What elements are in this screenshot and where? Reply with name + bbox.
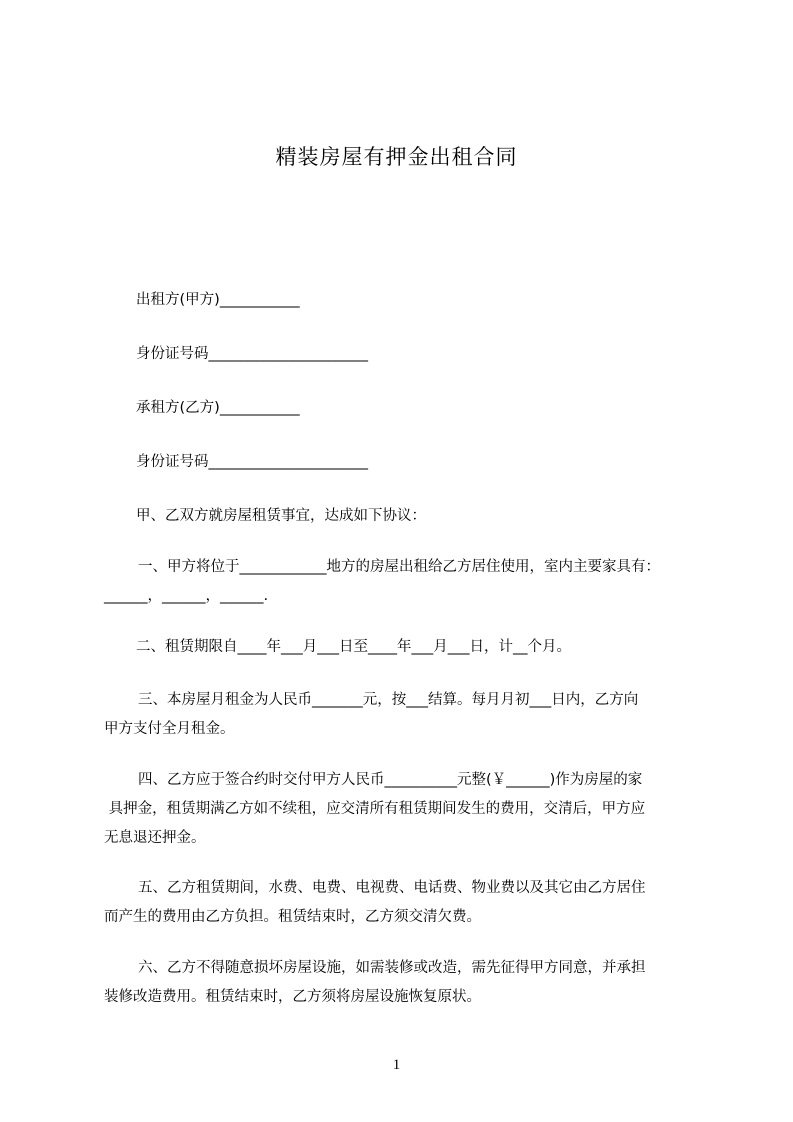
clause-1-line-1: 一、甲方将位于____________地方的房屋出租给乙方居住使用，室内主要家具有： (138, 559, 660, 575)
clause-1-line-2: ______，______，______. (104, 588, 269, 604)
clause-3 (104, 686, 704, 744)
clause-4 (104, 766, 704, 853)
clause-6-line-1: 六、乙方不得随意损坏房屋设施，如需装修或改造，需先征得甲方同意，并承担 (138, 960, 646, 976)
lessee-id-field: 身份证号码______________________ (136, 454, 368, 470)
agreement-intro: 甲、乙双方就房屋租赁事宜，达成如下协议： (136, 508, 426, 524)
clause-4-line-2: 具押金，租赁期满乙方如不续租，应交清所有租赁期间发生的费用，交清后，甲方应 (104, 801, 646, 817)
clause-2-line-1: 二、租赁期限自____年___月___日至____年___月___日，计__个月。 (136, 639, 571, 655)
lessor-field: 出租方(甲方)___________ (136, 292, 300, 308)
clause-5-line-2: 而产生的费用由乙方负担。租赁结束时，乙方须交清欠费。 (104, 909, 481, 925)
clause-4-line-1: 四、乙方应于签合约时交付甲方人民币__________元整(￥______)作为房屋的家 (138, 772, 643, 788)
clause-1 (104, 553, 704, 611)
clause-5 (104, 874, 704, 932)
clause-3-line-2: 甲方支付全月租金。 (104, 721, 235, 737)
clause-6 (104, 954, 704, 1012)
clause-5-line-1: 五、乙方租赁期间，水费、电费、电视费、电话费、物业费以及其它由乙方居住 (138, 880, 646, 896)
lessor-id-field: 身份证号码______________________ (136, 346, 368, 362)
document-title: 精装房屋有押金出租合同 (275, 145, 518, 169)
clause-2 (104, 633, 704, 662)
clause-4-line-3: 无息退还押金。 (104, 830, 206, 846)
clause-3-line-1: 三、本房屋月租金为人民币_______元，按___结算。每月月初___日内，乙方向 (138, 692, 639, 708)
page-number: 1 (392, 1057, 401, 1073)
clause-6-line-2: 装修改造费用。租赁结束时，乙方须将房屋设施恢复原状。 (104, 989, 481, 1005)
lessee-field: 承租方(乙方)___________ (136, 400, 300, 416)
